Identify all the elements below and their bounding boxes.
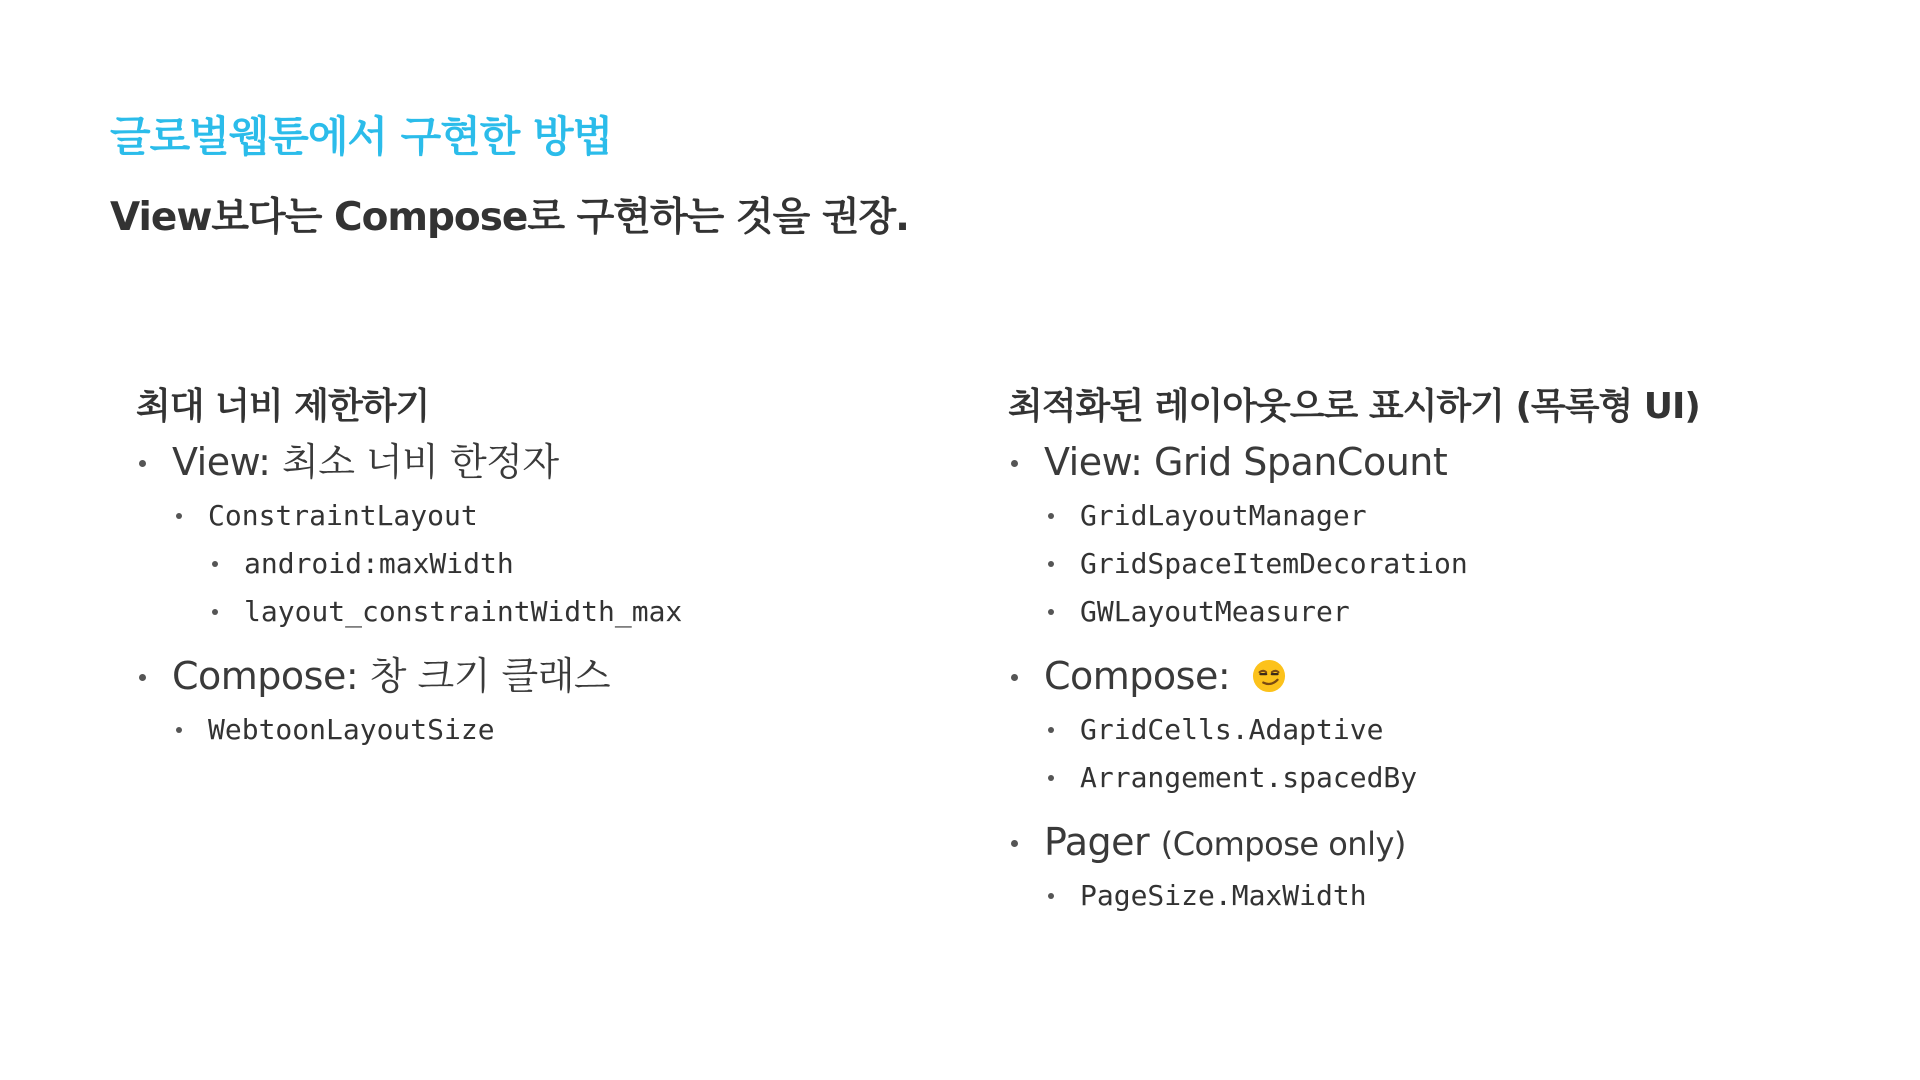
- left-bullet-list: [136, 432, 956, 754]
- bullet-view-min-width: View: 최소 너비 한정자: [136, 432, 956, 492]
- bullet-view-grid-spancount: View: Grid SpanCount: [1008, 432, 1888, 492]
- left-column-title: 최대 너비 제한하기: [136, 386, 430, 427]
- bullet-arrangement-spacedby: Arrangement.spacedBy: [1008, 754, 1888, 802]
- bullet-pager-note: (Compose only): [1160, 825, 1406, 863]
- bullet-constraintlayout: ConstraintLayout: [136, 492, 956, 540]
- left-column: [136, 382, 956, 754]
- bullet-pagesize-maxwidth: PageSize.MaxWidth: [1008, 872, 1888, 920]
- bullet-android-maxwidth: android:maxWidth: [136, 540, 956, 588]
- bullet-pager: [1008, 812, 1888, 872]
- bullet-gwlayoutmeasurer: GWLayoutMeasurer: [1008, 588, 1888, 636]
- page-title: 글로벌웹툰에서 구현한 방법: [110, 112, 613, 161]
- bullet-layout-constraintwidth-max: layout_constraintWidth_max: [136, 588, 956, 636]
- bullet-compose-label: Compose:: [1044, 654, 1231, 698]
- right-column: [1008, 382, 1888, 920]
- right-bullet-list: [1008, 432, 1888, 920]
- bullet-gridspaceitemdecoration: GridSpaceItemDecoration: [1008, 540, 1888, 588]
- bullet-compose: [1008, 646, 1888, 706]
- bullet-webtoonlayoutsize: WebtoonLayoutSize: [136, 706, 956, 754]
- bullet-pager-label: Pager: [1044, 820, 1150, 864]
- bullet-gridcells-adaptive: GridCells.Adaptive: [1008, 706, 1888, 754]
- right-column-title: 최적화된 레이아웃으로 표시하기 (목록형 UI): [1008, 386, 1700, 427]
- smirking-face-emoji-icon: [1252, 659, 1286, 693]
- bullet-gridlayoutmanager: GridLayoutManager: [1008, 492, 1888, 540]
- bullet-compose-window-size-class: Compose: 창 크기 클래스: [136, 646, 956, 706]
- page-subtitle: View보다는 Compose로 구현하는 것을 권장.: [110, 195, 909, 240]
